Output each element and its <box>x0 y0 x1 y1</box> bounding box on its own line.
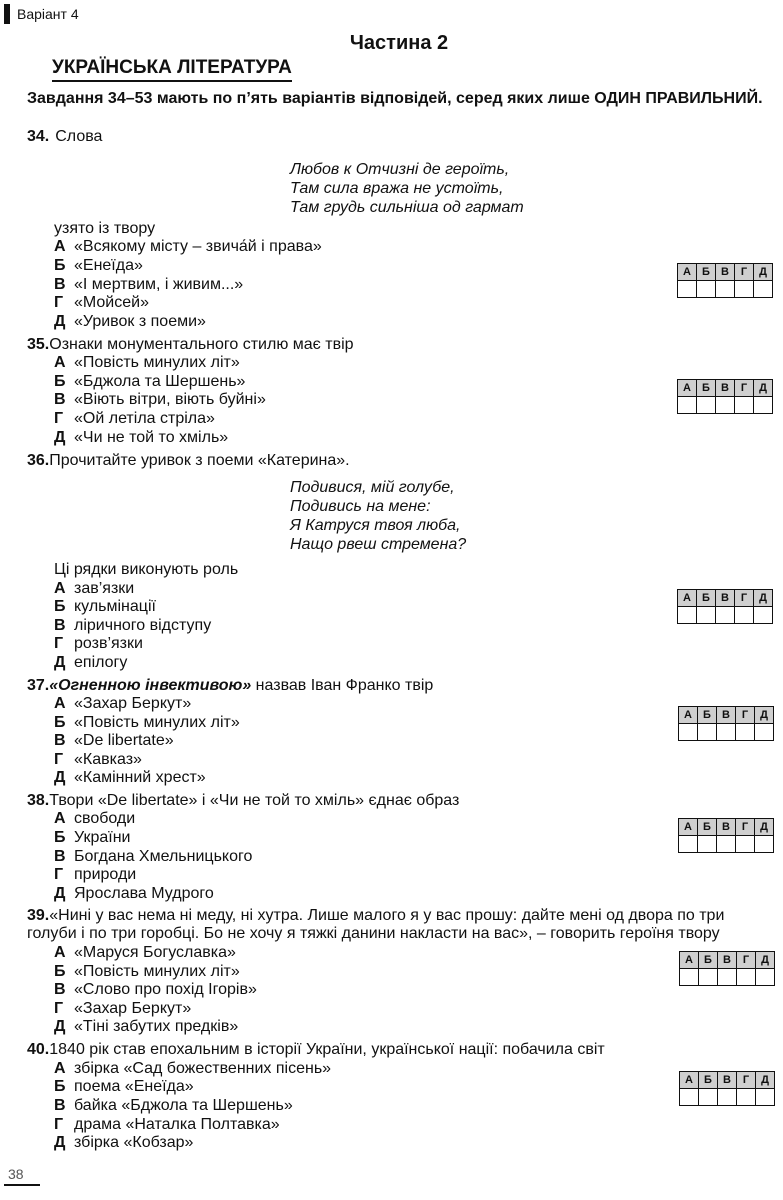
instruction: Завдання 34–53 мають по п’ять варіантів відповідей, серед яких лише ОДИН ПРАВИЛЬНИЙ. <box>27 90 763 107</box>
question-36 <box>27 452 350 470</box>
question-text: «Нині у вас нема ні меду, ні хутра. Лише малого я у вас прошу: дайте мені од двора по три голуби і по три горобці. Бо не хочу я тяжкі данини накласти на вас», – говорить героїня твору <box>27 907 725 942</box>
question-40 <box>27 1041 605 1059</box>
option-e: Д епілогу <box>54 654 128 671</box>
option-a: А «Маруся Богуславка» <box>54 944 236 961</box>
option-b: Б кульмінації <box>54 598 156 615</box>
question-number: 39. <box>27 907 50 924</box>
question-text: 1840 рік став епохальним в історії України, української нації: побачила світ <box>49 1041 605 1058</box>
option-d: Г «Кавказ» <box>54 751 142 768</box>
option-d: Г драма «Наталка Полтавка» <box>54 1116 280 1133</box>
option-e: Д «Уривок з поеми» <box>54 313 206 330</box>
question-text: Ознаки монументального стилю має твір <box>49 336 354 353</box>
option-c: В Богдана Хмельницького <box>54 848 253 865</box>
option-d: Г «Захар Беркут» <box>54 1000 192 1017</box>
poem-line: Там сила вража не устоїть, <box>290 180 504 197</box>
question-number: 36. <box>27 452 50 469</box>
option-e: Д «Тіні забутих предків» <box>54 1018 239 1035</box>
option-c: В «І мертвим, і живим...» <box>54 276 244 293</box>
answer-grid-37: А Б В Г Д <box>678 706 774 741</box>
option-a: А збірка «Сад божественних пісень» <box>54 1060 332 1077</box>
option-c: В байка «Бджола та Шершень» <box>54 1097 293 1114</box>
option-e: Д «Чи не той то хміль» <box>54 429 229 446</box>
option-c: В «Слово про похід Ігорів» <box>54 981 257 998</box>
poem-34 <box>290 160 524 217</box>
option-d: Г «Мойсей» <box>54 294 149 311</box>
answer-grid-35: А Б В Г Д <box>677 379 773 414</box>
option-a: А «Всякому місту – звича́й і права» <box>54 238 322 255</box>
option-d: Г природи <box>54 866 137 883</box>
answer-grid-34: А Б В Г Д <box>677 263 773 298</box>
answer-grid-40: А Б В Г Д <box>679 1071 775 1106</box>
answer-grid-36: А Б В Г Д <box>677 589 773 624</box>
option-b: Б «Повість минулих літ» <box>54 714 240 731</box>
poem-line: Любов к Отчизні де героїть, <box>290 161 510 178</box>
option-d: Г розв’язки <box>54 635 143 652</box>
question-number: 40. <box>27 1041 50 1058</box>
answer-grid-38: А Б В Г Д <box>678 818 774 853</box>
poem-36 <box>290 478 466 554</box>
question-number: 38. <box>27 792 50 809</box>
option-c: В «De libertate» <box>54 732 174 749</box>
poem-line: Нащо рвеш стремена? <box>290 536 467 553</box>
question-text: Твори «De libertate» і «Чи не той то хміль» єднає образ <box>49 792 460 809</box>
option-e: Д «Камінний хрест» <box>54 769 206 786</box>
answer-grid-39: А Б В Г Д <box>679 951 775 986</box>
question-34 <box>27 128 102 146</box>
variant-marker <box>4 4 10 24</box>
poem-line: Там грудь сильніша од гармат <box>290 199 524 216</box>
page-number-rule <box>4 1184 40 1186</box>
option-c: В ліричного відступу <box>54 617 212 634</box>
question-37 <box>27 677 433 695</box>
question-number: 34. <box>27 128 50 145</box>
option-b: Б поема «Енеїда» <box>54 1078 194 1095</box>
question-38 <box>27 792 459 810</box>
option-a: А «Повість минулих літ» <box>54 354 240 371</box>
variant-label: Варіант 4 <box>17 6 79 22</box>
option-b: Б України <box>54 829 131 846</box>
option-b: Б «Повість минулих літ» <box>54 963 240 980</box>
option-a: А свободи <box>54 810 136 827</box>
option-a: А «Захар Беркут» <box>54 695 192 712</box>
option-a: А зав’язки <box>54 580 135 597</box>
option-b: Б «Енеїда» <box>54 257 143 274</box>
option-c: В «Віють вітри, віють буйні» <box>54 391 266 408</box>
option-e: Д збірка «Кобзар» <box>54 1134 194 1151</box>
option-e: Д Ярослава Мудрого <box>54 885 214 902</box>
part-title: Частина 2 <box>349 32 449 54</box>
option-b: Б «Бджола та Шершень» <box>54 373 246 390</box>
poem-line: Подивися, мій голубе, <box>290 479 455 496</box>
question-emphasis: «Огненною інвективою» <box>49 677 252 694</box>
question-text: назвав Іван Франко твір <box>251 677 434 694</box>
question-text: Прочитайте уривок з поеми «Катерина». <box>49 452 350 469</box>
option-d: Г «Ой летіла стріла» <box>54 410 215 427</box>
question-35 <box>27 336 354 354</box>
section-title: УКРАЇНСЬКА ЛІТЕРАТУРА <box>52 57 292 82</box>
poem-line: Я Катруся твоя люба, <box>290 517 461 534</box>
question-39 <box>27 907 777 943</box>
question-number: 37. <box>27 677 50 694</box>
question-text-after: Ці рядки виконують роль <box>54 561 239 578</box>
poem-line: Подивись на мене: <box>290 498 431 515</box>
question-text: Слова <box>55 128 103 145</box>
question-text-after: узято із твору <box>54 220 156 237</box>
page-number: 38 <box>8 1166 24 1182</box>
question-number: 35. <box>27 336 50 353</box>
